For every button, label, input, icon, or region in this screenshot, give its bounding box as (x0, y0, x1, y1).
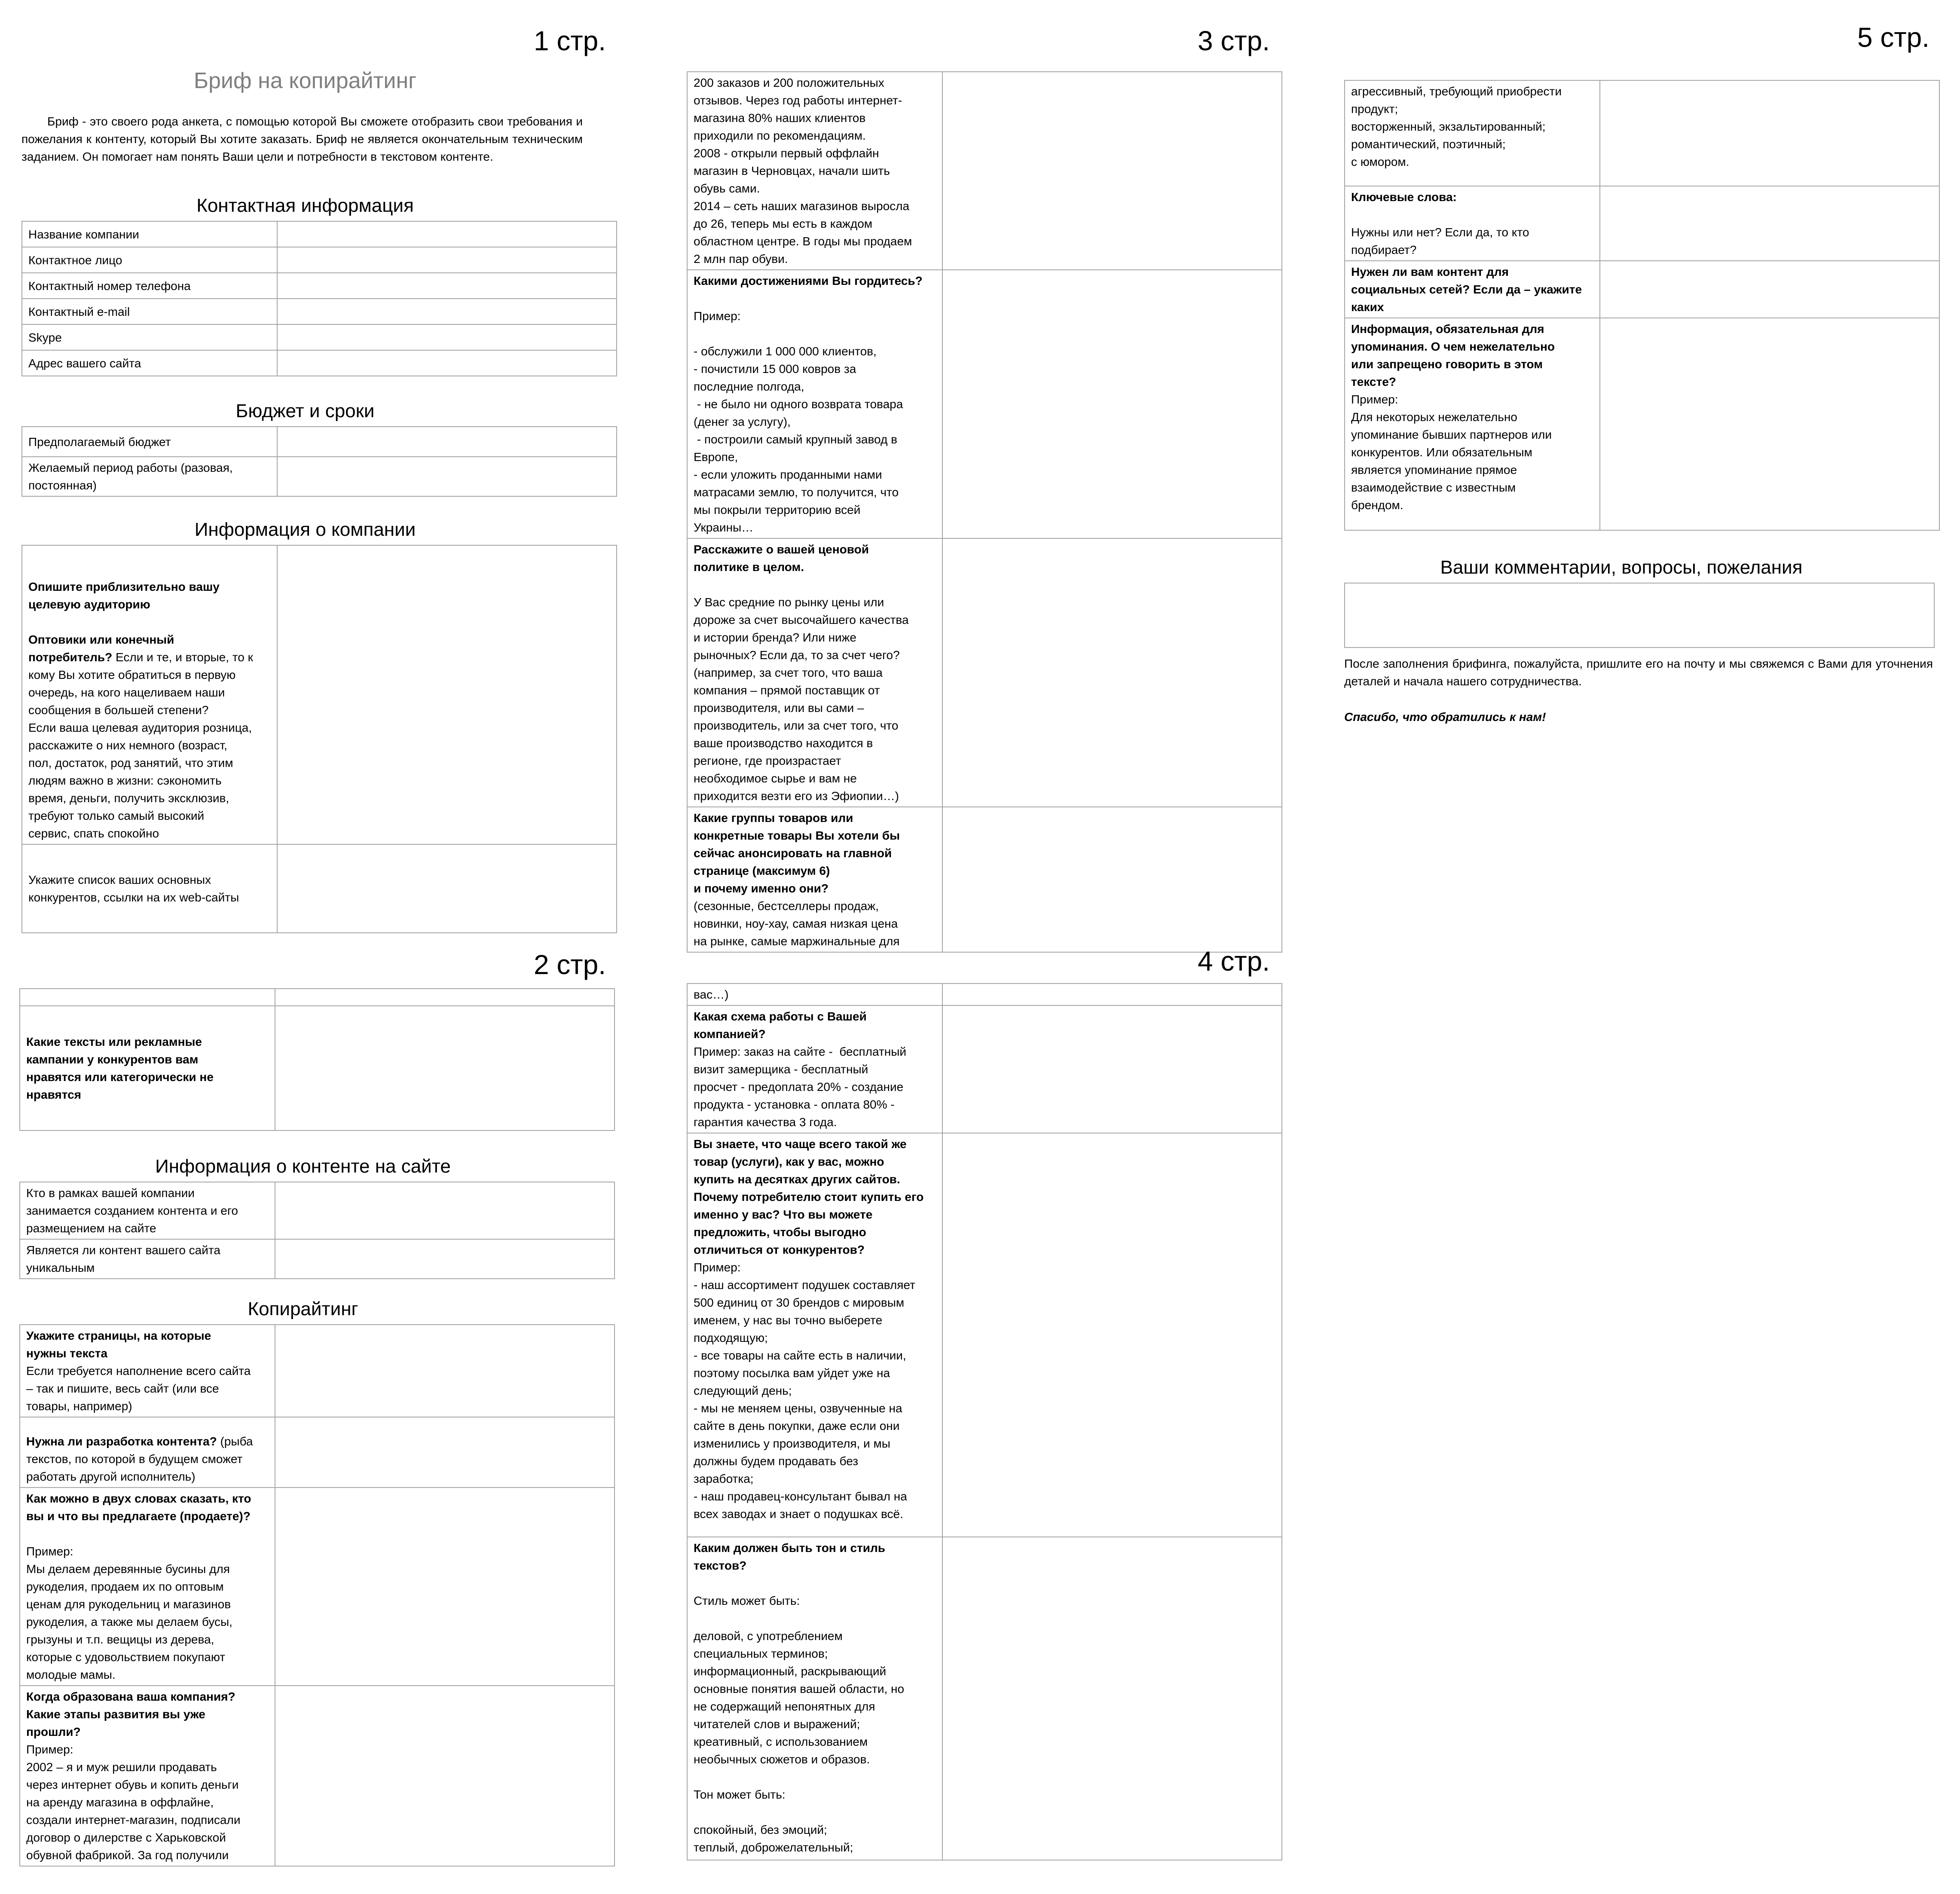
price-question-text: У Вас средние по рынку цены или дороже за счет высочайшего качества и истории бренда? Или ниже рыночных? Если да, то за счет чего? (например, за счет того, что ваша компания – прямой поставщик от производителя, или вы сами – производитель, или за счет того, что ваше производство находится в регионе, где произрастает необходимое сырье и вам не приходится везти его из Эфиопии…) (694, 596, 909, 803)
field-label: Предполагаемый бюджет (22, 427, 277, 457)
table-row (687, 270, 1282, 538)
field-label: Укажите список ваших основных конкурентов, ссылки на их web-сайты (22, 844, 277, 933)
field-label: Желаемый период работы (разовая, постоянная) (22, 457, 277, 496)
answer-cell[interactable] (942, 270, 1282, 538)
answer-cell[interactable] (277, 457, 617, 496)
answer-cell[interactable] (277, 221, 617, 247)
table-row (687, 984, 1282, 1005)
mention-question-title: Информация, обязательная для упоминания. О чем нежелательно или запрещено говорить в этом тексте? (1351, 322, 1555, 388)
tone-continued: агрессивный, требующий приобрести продукт; восторженный, экзальтированный; романтический, поэтичный; с юмором. (1345, 80, 1600, 186)
contact-table (21, 221, 617, 376)
audience-question (22, 545, 277, 844)
pages-question (20, 1325, 275, 1417)
answer-cell[interactable] (942, 1133, 1282, 1537)
page-number: 2 стр. (533, 949, 606, 980)
groups-continued: вас…) (687, 984, 942, 1005)
price-question (687, 538, 942, 807)
answer-cell[interactable] (277, 273, 617, 299)
table-row (22, 221, 617, 247)
table-row (687, 1133, 1282, 1537)
table-row (20, 1006, 615, 1130)
page-number: 1 стр. (533, 25, 606, 56)
history-question-title: Когда образована ваша компания? Какие этапы развития вы уже прошли? (26, 1690, 235, 1738)
social-question: Нужен ли вам контент для социальных сетей? Если да – укажите каких (1345, 261, 1600, 318)
section-heading-company: Информация о компании (194, 519, 416, 540)
company-table-continued (19, 988, 615, 1131)
audience-question-text: Если и те, и вторые, то к кому Вы хотите обратиться в первую очередь, на кого нацеливаем наши сообщения в большей степени? Если ваша целевая аудитория розница, расскажите о них немного (возраст, пол, достаток, род занятий, что этим людям важно в жизни: сэкономить время, деньги, получить эксклюзив, требуют только самый высокий сервис, спать спокойно (28, 651, 253, 840)
copywriting-table (19, 1324, 615, 1867)
price-question-title: Расскажите о вашей ценовой политике в целом. (694, 543, 869, 574)
tone-question-text: Стиль может быть: деловой, с употреблением специальных терминов; информационный, раскрывающий основные понятия вашей области, но не содержащий непонятных для читателей слов и выражений; креативный, с использованием необычных сюжетов и образов. Тон может быть: спокойный, без эмоций; теплый, доброжелательный; (694, 1594, 905, 1854)
table-row (1345, 318, 1939, 530)
section-heading-budget: Бюджет и сроки (235, 400, 375, 422)
field-label: Контактное лицо (22, 247, 277, 273)
field-label: Адрес вашего сайта (22, 350, 277, 376)
scheme-question (687, 1005, 942, 1133)
answer-cell[interactable] (942, 1005, 1282, 1133)
answer-cell[interactable] (277, 299, 617, 324)
answer-cell[interactable] (275, 1417, 615, 1488)
answer-cell[interactable] (277, 844, 617, 933)
answer-cell[interactable] (275, 1006, 615, 1130)
table-row (20, 1182, 615, 1239)
keywords-question-title: Ключевые слова: (1351, 190, 1457, 204)
copywriting-table-page3 (687, 71, 1282, 953)
table-row (20, 1488, 615, 1686)
table-row (20, 1686, 615, 1866)
page-number: 3 стр. (1197, 25, 1270, 56)
table-row (687, 1537, 1282, 1860)
table-row (20, 989, 615, 1006)
answer-cell[interactable] (1600, 80, 1939, 186)
audience-question-title: Опишите приблизительно вашу целевую аудиторию (28, 580, 220, 611)
table-row (22, 427, 617, 457)
answer-cell[interactable] (275, 1239, 615, 1279)
copywriting-table-page4 (687, 983, 1282, 1860)
table-row (22, 247, 617, 273)
table-row (1345, 80, 1939, 186)
answer-cell[interactable] (1600, 318, 1939, 530)
answer-cell[interactable] (277, 324, 617, 350)
mention-question (1345, 318, 1600, 530)
table-row (22, 299, 617, 324)
achieve-question-title: Какими достижениями Вы гордитесь? (694, 274, 923, 287)
content-table (19, 1182, 615, 1279)
dev-question (20, 1417, 275, 1488)
table-row (22, 457, 617, 496)
answer-cell[interactable] (942, 807, 1282, 952)
answer-cell[interactable] (942, 72, 1282, 270)
section-heading-comments: Ваши комментарии, вопросы, пожелания (1440, 557, 1803, 578)
keywords-question-text: Нужны или нет? Если да, то кто подбирает? (1351, 226, 1529, 257)
mention-question-text: Пример: Для некоторых нежелательно упоминание бывших партнеров или конкурентов. Или обязательным является упоминание прямое взаимодействие с известным брендом. (1351, 393, 1552, 512)
table-row (687, 72, 1282, 270)
what-question-title: Как можно в двух словах сказать, кто вы и что вы предлагаете (продаете)? (26, 1492, 251, 1523)
pages-question-title: Укажите страницы, на которые нужны текста (26, 1329, 211, 1360)
answer-cell[interactable] (942, 984, 1282, 1005)
intro-paragraph: Бриф - это своего рода анкета, с помощью которой Вы сможете отобразить свои требования и пожелания к контенту, который Вы хотите заказать. Бриф не является окончательным техническим заданием. Он помогает нам понять Ваши цели и потребности в текстовом контенте. (21, 115, 583, 163)
answer-cell[interactable] (277, 427, 617, 457)
budget-table (21, 426, 617, 497)
field-label: Контактный e-mail (22, 299, 277, 324)
audience-question-subtitle: Оптовики или конечный потребитель? (28, 633, 174, 664)
answer-cell[interactable] (277, 350, 617, 376)
table-row (687, 538, 1282, 807)
groups-question (687, 807, 942, 952)
groups-question-title: Какие группы товаров или конкретные товары Вы хотели бы сейчас анонсировать на главной странице (максимум 6) и почему именно они? (694, 811, 900, 895)
why-question (687, 1133, 942, 1537)
empty-cell (20, 989, 275, 1006)
pages-question-text: Если требуется наполнение всего сайта – так и пишите, весь сайт (или все товары, например) (26, 1364, 251, 1413)
copywriting-table-page5 (1344, 80, 1940, 531)
achieve-question (687, 270, 942, 538)
dev-question-text: (рыба текстов, по которой в будущем сможет работать другой исполнитель) (26, 1435, 253, 1483)
table-row (22, 844, 617, 933)
field-label: Название компании (22, 221, 277, 247)
answer-cell[interactable] (275, 1488, 615, 1686)
table-row (22, 273, 617, 299)
document-title: Бриф на копирайтинг (193, 68, 417, 93)
answer-cell[interactable] (275, 1325, 615, 1417)
what-question (20, 1488, 275, 1686)
history-continued: 200 заказов и 200 положительных отзывов. Через год работы интернет- магазина 80% наших клиентов приходили по рекомендациям. 2008 - открыли первый оффлайн магазин в Черновцах, начали шить обувь сами. 2014 – сеть наших магазинов выросла до 26, теперь мы есть в каждом областном центре. В годы мы продаем 2 млн пар обуви. (687, 72, 942, 270)
scheme-question-title: Какая схема работы с Вашей компанией? (694, 1010, 867, 1041)
what-question-text: Пример: Мы делаем деревянные бусины для рукоделия, продаем их по оптовым ценам для рукодельниц и магазинов рукоделия, а также мы делаем бусы, грызуны и т.п. вещицы из дерева, которые с удовольствием покупают молодые мамы. (26, 1545, 232, 1681)
table-row (1345, 261, 1939, 318)
answer-cell[interactable] (942, 1537, 1282, 1860)
field-label: Контактный номер телефона (22, 273, 277, 299)
answer-cell[interactable] (277, 247, 617, 273)
table-row (687, 1005, 1282, 1133)
field-label: Какие тексты или рекламные кампании у конкурентов вам нравятся или категорически не нравятся (20, 1006, 275, 1130)
table-row (22, 545, 617, 844)
field-label: Skype (22, 324, 277, 350)
answer-cell[interactable] (277, 545, 617, 844)
scheme-question-text: Пример: заказ на сайте - бесплатный визит замерщика - бесплатный просчет - предоплата 20% - создание продукта - установка - оплата 80% - гарантия качества 3 года. (694, 1045, 907, 1129)
company-table (21, 545, 617, 933)
section-heading-copywriting: Копирайтинг (248, 1298, 358, 1320)
dev-question-title: Нужна ли разработка контента? (26, 1435, 217, 1448)
closing-note: После заполнения брифинга, пожалуйста, пришлите его на почту и мы свяжемся с Вами для уточнения деталей и начала нашего сотрудничества. (1344, 657, 1936, 688)
table-row (687, 807, 1282, 952)
why-question-title: Вы знаете, что чаще всего такой же товар (услуги), как у вас, можно купить на десятках других сайтов. Почему потребителю стоит купить его именно у вас? Что вы можете предложить, чтобы выгодно отличиться от конкурентов? (694, 1137, 924, 1256)
field-label: Является ли контент вашего сайта уникальным (20, 1239, 275, 1279)
history-question (20, 1686, 275, 1866)
section-heading-contact: Контактная информация (196, 195, 414, 216)
comments-input[interactable] (1344, 583, 1935, 648)
table-row (22, 350, 617, 376)
thanks-note: Спасибо, что обратились к нам! (1344, 710, 1546, 724)
table-row (1345, 186, 1939, 261)
groups-question-text: (сезонные, бестселлеры продаж, новинки, ноу-хау, самая низкая цена на рынке, самые маржинальные для (694, 899, 900, 948)
answer-cell[interactable] (275, 989, 615, 1006)
table-row (20, 1239, 615, 1279)
section-heading-content: Информация о контенте на сайте (155, 1156, 451, 1177)
table-row (20, 1417, 615, 1488)
page-number: 4 стр. (1197, 946, 1270, 977)
keywords-question (1345, 186, 1600, 261)
table-row (22, 324, 617, 350)
table-row (20, 1325, 615, 1417)
answer-cell[interactable] (275, 1182, 615, 1239)
tone-question (687, 1537, 942, 1860)
tone-question-title: Каким должен быть тон и стиль текстов? (694, 1541, 885, 1572)
answer-cell[interactable] (275, 1686, 615, 1866)
history-question-text: Пример: 2002 – я и муж решили продавать через интернет обувь и копить деньги на аренду магазина в оффлайне, создали интернет-магазин, подписали договор о дилерстве с Харьковской обувной фабрикой. За год получили (26, 1743, 241, 1862)
answer-cell[interactable] (1600, 261, 1939, 318)
why-question-text: Пример: - наш ассортимент подушек составляет 500 единиц от 30 брендов с мировым именем, у нас вы точно выберете подходящую; - все товары на сайте есть в наличии, поэтому посылка вам уйдет уже на следующий день; - мы не меняем цены, озвученные на сайте в день покупки, даже если они изменились у производителя, и мы должны будем продавать без заработка; - наш продавец-консультант бывал на всех заводах и знает о подушках всё. (694, 1261, 915, 1521)
answer-cell[interactable] (942, 538, 1282, 807)
field-label: Кто в рамках вашей компании занимается созданием контента и его размещением на сайте (20, 1182, 275, 1239)
achieve-question-text: Пример: - обслужили 1 000 000 клиентов, - почистили 15 000 ковров за последние полгода, - не было ни одного возврата товара (денег за услугу), - построили самый крупный завод в Европе, - если уложить проданными нами матрасами землю, то получится, что мы покрыли территорию всей Украины… (694, 309, 903, 534)
page-number: 5 стр. (1857, 22, 1929, 53)
answer-cell[interactable] (1600, 186, 1939, 261)
